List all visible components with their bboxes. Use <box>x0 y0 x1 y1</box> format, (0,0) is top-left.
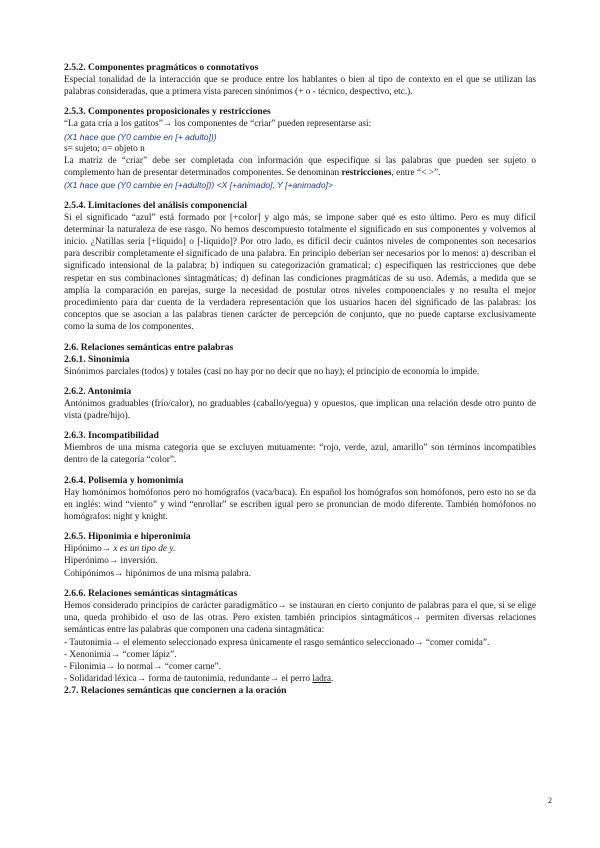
notation-legend: s= sujeto; o= objeto n <box>64 143 145 154</box>
section-heading-2-6-4: 2.6.4. Polisemia y homonimia <box>64 474 184 486</box>
section-body-2-6-2: Antónimos graduables (frío/calor), no graduables (caballo/yegua) y opuestos, que implican una relación desde otro punto de vista (padre/hijo). <box>64 398 536 422</box>
section-body-2-5-4: Si el significado “azul” está formado por [+color] y algo más, se impone saber qué es esto último. Pero es muy difícil determinar la naturaleza de ese rasgo. No hemos descompuesto totalmente el significado en sus componentes y volvemos al inicio. ¿Natillas sería [+líquido] o [-líquido]? Por otro lado, es difícil decir cuántos niveles de componentes son necesarios para describir completamente el significado de una palabra. En principio deberían ser necesarios por lo menos: a) describan el significado intensional de la palabra; b) indiquen su categorización gramatical; c) especifiquen las restricciones que debe respetar en sus combinaciones sintagmáticas; d) definan las condiciones pragmáticas de su uso. Además, a medida que se amplía la comparación en parejas, surge la necesidad de postular otros niveles componenciales y no resulta el mejor procedimiento para dar cuenta de la verdadera representación que los usuarios hacen del significado de las palabras: los conceptos que se asocian a las palabras tienen carácter de percepción de conjunto, que no puede captarse exclusivamente como la suma de los componentes. <box>64 212 536 333</box>
list-item-tautonimia: - Tautonimia→ el elemento seleccionado expresa únicamente el rasgo semántico seleccionado→ “comer comida”. <box>64 637 490 648</box>
section-body-2-6-3: Miembros de una misma categoría que se excluyen mutuamente: “rojo, verde, azul, amarillo” son términos incompatibles dentro de la categoría “color”. <box>64 443 536 466</box>
section-heading-2-5-4: 2.5.4. Limitaciones del análisis componencial <box>64 199 248 211</box>
section-body-2-5-3 <box>64 155 536 179</box>
list-item-solidaridad <box>64 673 536 685</box>
formula-2: (X1 hace que (Y0 cambie en [+adulto])) <X [+animado], Y [+animado]> <box>64 180 333 191</box>
list-item-xenonimia: - Xenonimia→ “comer lápiz”. <box>64 649 177 660</box>
section-heading-2-5-2: 2.5.2. Componentes pragmáticos o connotativos <box>64 62 259 73</box>
bold-term: restricciones <box>341 168 392 179</box>
list-item-text: - Solidaridad léxica→ forma de tautonimia, redundante→ el perro <box>64 674 313 685</box>
hyponym-formula: x es un tipo de y. <box>113 544 176 555</box>
section-body-2-5-2: Especial tonalidad de la interacción que se produce entre los hablantes o bien al tipo de contexto en el que se utilizan las palabras consideradas, que a primera vista parecen sinónimos (+ o - técnico, despectivo, etc.). <box>64 75 536 98</box>
hyponym-definition <box>64 543 536 555</box>
section-heading-2-7: 2.7. Relaciones semánticas que conciernen a la oración <box>64 685 287 697</box>
section-heading-2-6-5: 2.6.5. Hiponimia e hiperonimia <box>64 531 191 543</box>
section-heading-2-6-1: 2.6.1. Sinonimia <box>64 353 130 365</box>
example-sentence: “La gata cría a los gatitos”→ los componentes de “criar” pueden representarse así: <box>64 119 372 130</box>
list-item-filonimia: - Filonimia→ lo normal→ “comer carne”. <box>64 661 221 672</box>
body-text: La matriz de “criar” debe ser completada con información que especifique si las palabras que pueden ser sujeto o complemento han de presentar determinados componentes. Se denominan <box>64 156 536 179</box>
section-heading-2-6: 2.6. Relaciones semánticas entre palabras <box>64 341 234 353</box>
section-body-2-6-1: Sinónimos parciales (todos) y totales (casi no hay por no decir que no hay); el principio de economía lo impide. <box>64 366 480 377</box>
section-heading-2-5-3: 2.5.3. Componentes proposicionales y restricciones <box>64 106 271 118</box>
document-page <box>64 62 536 697</box>
list-item-end: . <box>330 674 334 685</box>
hyponym-label: Hipónimo→ <box>64 544 114 555</box>
section-body-2-6-6: Hemos considerado principios de carácter paradigmático→ se instauran en cierto conjunto de palabras para el que, si se elige una, queda prohibido el uso de las otras. Pero existen también principios sintagmáticos→ permiten diversas relaciones semánticas entre las palabras que componen una cadena sintagmática: <box>64 600 536 636</box>
page-number: 2 <box>548 796 552 805</box>
underlined-word: ladra <box>312 674 331 685</box>
section-body-2-6-4: Hay homónimos homófonos pero no homógrafos (vaca/baca). En español los homógrafos son homófonos, pero esto no se da en inglés: wind “viento” y wind “enrollar” se escriben igual pero se pronuncian de modo diferente. También homófonos no homógrafos: night y knight. <box>64 487 536 523</box>
hyperonym-definition: Hiperónimo→ inversión. <box>64 556 158 567</box>
section-heading-2-6-6: 2.6.6. Relaciones semánticas sintagmáticas <box>64 587 238 599</box>
formula-1: (X1 hace que (Y0 cambie en [+ adulto])) <box>64 131 217 142</box>
section-heading-2-6-3: 2.6.3. Incompatibilidad <box>64 430 159 442</box>
cohyponym-definition: Cohipónimos→ hipónimos de una misma palabra. <box>64 568 251 579</box>
section-heading-2-6-2: 2.6.2. Antonimia <box>64 385 132 397</box>
body-text-end: , entre “< >”. <box>391 168 441 179</box>
